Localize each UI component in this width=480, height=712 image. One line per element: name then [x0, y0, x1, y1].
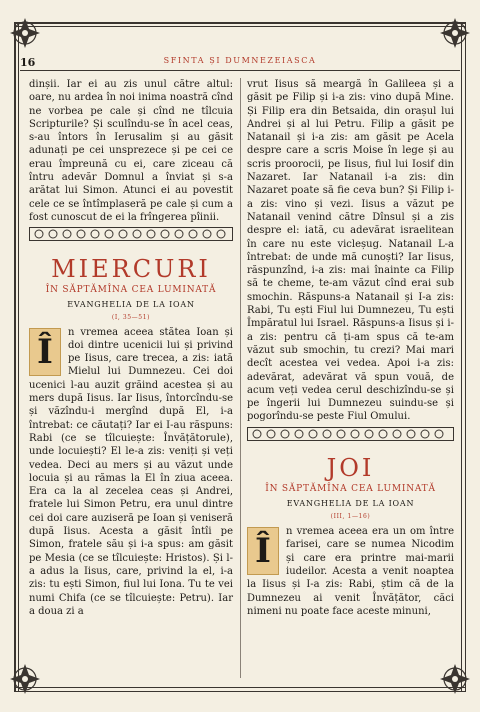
section-subtitle: ÎN SĂPTĂMÎNA CEA LUMINATĂ: [45, 284, 217, 295]
right-column: [247, 78, 454, 618]
page-number: 16: [20, 56, 36, 69]
gospel-text-continuation: vrut Iisus să meargă în Galileea și a găsit pe Filip și i-a zis: vino după Mine. Și Filip era din Betsaida, din orașul lui Andrei și al lui Petru. Filip a găsit pe Natanail și i-a zis: am găsit pe Acela despre care a scris Moise în lege și au scris proorocii, pe Iisus, fiul lui Iosif din Nazaret. Iar Natanail i-a zis: din Nazaret poate să fie ceva bun? Și Filip i-a zis: vino și vezi. Iisus a văzut pe Natanail venind către Dînsul și a zis despre el: iată, cu adevărat israelitean în care nu este vicleșug. Natanail L-a întrebat: de unde mă cunoști? Iar Iisus, răspunzînd, i-a zis: mai înainte ca Filip să te cheme, te-am văzut cînd erai sub smochin. Răspuns-a Natanail și I-a zis: Rabi, Tu ești Fiul lui Dumnezeu, Tu ești Împăratul lui Israel. Răspuns-a Iisus și i-a zis: pentru că ți-am spus că te-am văzut sub smochin, tu crezi? Mai mari decît acestea vei vedea. Apoi i-a zis: adevărat, adevărat vă spun vouă, de acum veți vedea cerul deschizîndu-se și pe îngerii lui Dumnezeu suindu-se și pogorîndu-se peste Fiul Omului.: [247, 79, 454, 423]
corner-ornament-bottom-left: [6, 660, 44, 698]
gospel-text-continuation: dinșii. Iar ei au zis unul către altul: oare, nu ardea în noi inima noastră cînd ne vorbea pe cale și cînd ne tîlcuia Scripturile? Și sculîndu-se în acel ceas, s-au întors în Ierusalim și au găsit adunați pe cei unsprezece și pe cei ce erau împreună cu ei, care ziceau că întru adevăr Domnul a înviat și s-a arătat lui Simon. Atunci ei au povestit cele ce se întîmplaseră pe cale și cum a fost cunoscut de ei la frîngerea pîinii.: [29, 79, 233, 223]
column-divider: [240, 78, 241, 678]
running-header: [20, 56, 460, 70]
section-subtitle: ÎN SĂPTĂMÎNA CEA LUMINATĂ: [265, 484, 436, 495]
gospel-reference: (III, 1—16): [330, 513, 371, 521]
gospel-text: n vremea aceea era un om între farisei, care se numea Nicodim și care era printre mai-marii iudeilor. Acesta a venit noaptea la Iisus și I-a zis: Rabi, știm că de la Dumnezeu ai venit Învățător, căci nimeni nu poate face aceste minuni,: [247, 526, 454, 617]
gospel-source: EVANGHELIA DE LA IOAN: [67, 299, 195, 309]
running-title: SFINTA ȘI DUMNEZEIASCA: [163, 56, 317, 65]
ornamental-band: [29, 227, 233, 241]
drop-cap: Î: [29, 328, 61, 376]
gospel-source: EVANGHELIA DE LA IOAN: [286, 499, 415, 509]
corner-ornament-top-right: [436, 14, 474, 52]
corner-ornament-top-left: [6, 14, 44, 52]
left-column: [29, 78, 233, 618]
drop-cap: Î: [247, 527, 279, 575]
corner-ornament-bottom-right: [436, 660, 474, 698]
header-rule: [20, 70, 460, 71]
ornamental-band: [247, 427, 454, 441]
section-title: MIERCURI: [51, 254, 211, 283]
section-title: JOI: [326, 454, 375, 483]
gospel-reference: (I, 35—51): [111, 313, 151, 321]
gospel-text: n vremea aceea stătea Ioan și doi dintre ucenicii lui și privind pe Iisus, care trecea, a zis: iată Mielul lui Dumnezeu. Cei doi ucenici l-au auzit grăind acestea și au mers după Iisus. Iar Iisus, întorcîndu-se și văzîndu-i mergînd după El, i-a întrebat: ce căutați? Iar ei I-au răspuns: Rabi (ce se tîlcuiește: Învățătorule), unde locuiești? El le-a zis: veniți și veți vedea. Deci au mers și au văzut unde locuia și au rămas la El în ziua aceea. Era ca la al zecelea ceas și Andrei, fratele lui Simon Petru, era unul dintre cei doi care auziseră pe Ioan și veniseră după Iisus. Acesta a găsit întîi pe Simon, fratele său și i-a spus: am găsit pe Mesia (ce se tîlcuiește: Hristos). Și l-a adus la Iisus, care, privind la el, i-a zis: tu ești Simon, fiul lui Iona. Tu te vei numi Chifa (ce se tîlcuiește: Petru). Iar a doua zi a: [29, 326, 233, 617]
